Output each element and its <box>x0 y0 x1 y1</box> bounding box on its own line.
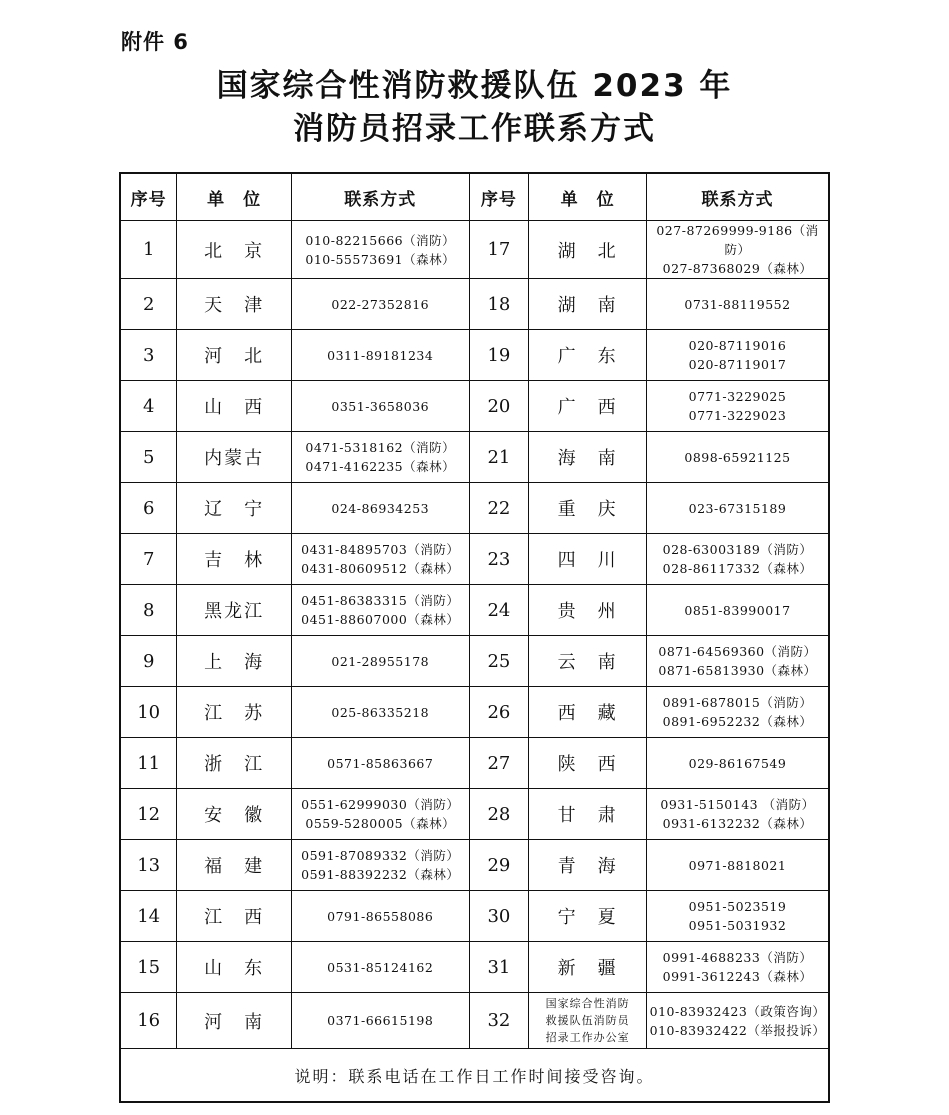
contact-cell <box>646 789 829 840</box>
phone-number: 020-87119017 <box>688 357 787 372</box>
unit-line: 救援队伍消防员 <box>545 1014 630 1027</box>
phone-number: 0731-88119552 <box>684 296 791 312</box>
unit-cell: 山 西 <box>177 381 292 432</box>
phone-number: 0871-65813930（森林） <box>658 663 817 678</box>
contact-cell <box>292 891 470 942</box>
contact-cell <box>646 432 829 483</box>
seq-cell: 25 <box>469 636 529 687</box>
table-row <box>120 279 829 330</box>
seq-cell: 30 <box>469 891 529 942</box>
unit-cell: 重 庆 <box>529 483 647 534</box>
table-row <box>120 687 829 738</box>
contact-cell <box>292 381 470 432</box>
phone-number: 0991-3612243（森林） <box>662 969 813 984</box>
seq-cell: 7 <box>120 534 177 585</box>
contact-cell <box>292 636 470 687</box>
header-unit-right: 单 位 <box>529 173 647 221</box>
phone-number: 0931-5150143 （消防） <box>660 797 815 812</box>
phone-number: 0591-87089332（消防） <box>301 848 460 863</box>
unit-cell: 河 北 <box>177 330 292 381</box>
contact-cell <box>292 993 470 1049</box>
phone-number: 0551-62999030（消防） <box>301 797 460 812</box>
unit-cell: 湖 北 <box>529 221 647 279</box>
phone-number: 0471-4162235（森林） <box>305 459 456 474</box>
header-unit-left: 单 位 <box>177 173 292 221</box>
phone-number: 0591-88392232（森林） <box>301 867 460 882</box>
phone-number: 0991-4688233（消防） <box>662 950 813 965</box>
unit-cell: 西 藏 <box>529 687 647 738</box>
unit-cell: 山 东 <box>177 942 292 993</box>
header-contact-left: 联系方式 <box>292 173 470 221</box>
table-row <box>120 483 829 534</box>
contact-cell <box>292 585 470 636</box>
contact-cell <box>646 636 829 687</box>
phone-number: 022-27352816 <box>331 296 430 312</box>
seq-cell: 32 <box>469 993 529 1049</box>
contact-cell <box>646 221 829 279</box>
contact-cell <box>646 330 829 381</box>
contact-cell <box>292 483 470 534</box>
phone-number: 0951-5031932 <box>688 918 787 933</box>
contact-cell <box>646 534 829 585</box>
phone-number: 028-63003189（消防） <box>662 542 813 557</box>
note-row <box>120 1049 829 1103</box>
phone-number: 0931-6132232（森林） <box>662 816 813 831</box>
phone-number: 0871-64569360（消防） <box>658 644 817 659</box>
phone-number: 010-83932423（政策咨询） <box>649 1003 826 1019</box>
contact-cell <box>646 687 829 738</box>
phone-number: 0571-85863667 <box>327 755 434 771</box>
seq-cell: 22 <box>469 483 529 534</box>
contacts-table <box>119 172 830 1103</box>
unit-cell: 云 南 <box>529 636 647 687</box>
contact-cell <box>292 279 470 330</box>
phone-number: 0891-6878015（消防） <box>662 695 813 710</box>
contact-cell <box>646 738 829 789</box>
unit-cell: 宁 夏 <box>529 891 647 942</box>
seq-cell: 18 <box>469 279 529 330</box>
unit-cell: 陕 西 <box>529 738 647 789</box>
seq-cell: 3 <box>120 330 177 381</box>
phone-number: 010-83932422（举报投诉） <box>649 1022 826 1038</box>
table-header-row <box>120 173 829 221</box>
contact-cell <box>292 330 470 381</box>
seq-cell: 28 <box>469 789 529 840</box>
seq-cell: 4 <box>120 381 177 432</box>
page-title-line-2: 消防员招录工作联系方式 <box>293 111 656 147</box>
phone-number: 010-82215666（消防） <box>305 232 456 248</box>
phone-number: 021-28955178 <box>331 653 430 669</box>
phone-number: 023-67315189 <box>688 500 787 516</box>
phone-number: 010-55573691（森林） <box>305 251 456 267</box>
seq-cell: 11 <box>120 738 177 789</box>
unit-cell: 辽 宁 <box>177 483 292 534</box>
phone-number: 027-87368029（森林） <box>662 261 813 276</box>
contact-cell <box>292 840 470 891</box>
unit-cell: 湖 南 <box>529 279 647 330</box>
seq-cell: 16 <box>120 993 177 1049</box>
unit-cell: 四 川 <box>529 534 647 585</box>
phone-number: 0851-83990017 <box>684 602 791 618</box>
table-row <box>120 738 829 789</box>
contact-cell <box>646 279 829 330</box>
contact-cell <box>292 942 470 993</box>
phone-number: 0311-89181234 <box>327 347 434 363</box>
table-row <box>120 221 829 279</box>
contact-cell <box>646 840 829 891</box>
table-row <box>120 381 829 432</box>
contact-cell <box>292 738 470 789</box>
unit-cell: 新 疆 <box>529 942 647 993</box>
contact-cell <box>646 381 829 432</box>
phone-number: 0771-3229025 <box>688 389 787 404</box>
phone-number: 0351-3658036 <box>331 398 430 414</box>
header-contact-right: 联系方式 <box>646 173 829 221</box>
seq-cell: 15 <box>120 942 177 993</box>
contact-cell <box>646 483 829 534</box>
seq-cell: 2 <box>120 279 177 330</box>
unit-cell: 内蒙古 <box>177 432 292 483</box>
phone-number: 0771-3229023 <box>688 408 787 423</box>
phone-number: 0431-80609512（森林） <box>301 561 460 576</box>
table-row <box>120 942 829 993</box>
seq-cell: 12 <box>120 789 177 840</box>
table-row <box>120 993 829 1049</box>
note-text: 说明：联系电话在工作日工作时间接受咨询。 <box>120 1049 829 1103</box>
table-row <box>120 891 829 942</box>
contact-cell <box>292 221 470 279</box>
table-row <box>120 330 829 381</box>
seq-cell: 1 <box>120 221 177 279</box>
seq-cell: 5 <box>120 432 177 483</box>
phone-number: 024-86934253 <box>331 500 430 516</box>
header-seq-right: 序号 <box>469 173 529 221</box>
phone-number: 027-87269999-9186（消防） <box>656 223 819 257</box>
unit-cell: 海 南 <box>529 432 647 483</box>
seq-cell: 27 <box>469 738 529 789</box>
seq-cell: 8 <box>120 585 177 636</box>
header-seq-left: 序号 <box>120 173 177 221</box>
seq-cell: 29 <box>469 840 529 891</box>
unit-line: 招录工作办公室 <box>545 1031 630 1044</box>
seq-cell: 31 <box>469 942 529 993</box>
seq-cell: 23 <box>469 534 529 585</box>
table-body <box>120 221 829 1049</box>
phone-number: 0431-84895703（消防） <box>301 542 460 557</box>
unit-cell: 黑龙江 <box>177 585 292 636</box>
unit-cell: 江 苏 <box>177 687 292 738</box>
seq-cell: 17 <box>469 221 529 279</box>
phone-number: 025-86335218 <box>331 704 430 720</box>
unit-cell: 广 西 <box>529 381 647 432</box>
phone-number: 0891-6952232（森林） <box>662 714 813 729</box>
phone-number: 029-86167549 <box>688 755 787 771</box>
phone-number: 0371-66615198 <box>327 1013 434 1028</box>
table-row <box>120 432 829 483</box>
unit-cell: 广 东 <box>529 330 647 381</box>
unit-cell: 青 海 <box>529 840 647 891</box>
phone-number: 0791-86558086 <box>327 908 434 924</box>
phone-number: 0559-5280005（森林） <box>305 816 456 831</box>
attachment-label: 附件 6 <box>121 30 189 54</box>
unit-cell: 贵 州 <box>529 585 647 636</box>
phone-number: 0531-85124162 <box>327 959 434 975</box>
page-title-line-1: 国家综合性消防救援队伍 2023 年 <box>216 68 733 104</box>
unit-cell: 安 徽 <box>177 789 292 840</box>
unit-cell: 甘 肃 <box>529 789 647 840</box>
contact-cell <box>646 993 829 1049</box>
seq-cell: 21 <box>469 432 529 483</box>
seq-cell: 9 <box>120 636 177 687</box>
seq-cell: 24 <box>469 585 529 636</box>
unit-cell: 吉 林 <box>177 534 292 585</box>
table-row <box>120 534 829 585</box>
unit-cell: 天 津 <box>177 279 292 330</box>
contact-cell <box>646 942 829 993</box>
seq-cell: 6 <box>120 483 177 534</box>
phone-number: 0451-86383315（消防） <box>301 593 460 608</box>
phone-number: 028-86117332（森林） <box>662 561 813 576</box>
unit-cell: 浙 江 <box>177 738 292 789</box>
table-row <box>120 585 829 636</box>
contact-cell <box>646 891 829 942</box>
seq-cell: 14 <box>120 891 177 942</box>
contact-cell <box>292 789 470 840</box>
unit-line: 国家综合性消防 <box>545 997 630 1010</box>
phone-number: 0898-65921125 <box>684 449 791 465</box>
contact-cell <box>292 534 470 585</box>
seq-cell: 26 <box>469 687 529 738</box>
contact-cell <box>646 585 829 636</box>
contact-cell <box>292 432 470 483</box>
seq-cell: 10 <box>120 687 177 738</box>
phone-number: 0971-8818021 <box>688 857 787 873</box>
phone-number: 0951-5023519 <box>688 899 787 914</box>
unit-cell <box>529 993 647 1049</box>
seq-cell: 13 <box>120 840 177 891</box>
seq-cell: 20 <box>469 381 529 432</box>
unit-cell: 江 西 <box>177 891 292 942</box>
table-row <box>120 789 829 840</box>
unit-cell: 上 海 <box>177 636 292 687</box>
unit-cell: 河 南 <box>177 993 292 1049</box>
contact-cell <box>292 687 470 738</box>
table-row <box>120 840 829 891</box>
phone-number: 0451-88607000（森林） <box>301 612 460 627</box>
unit-cell: 福 建 <box>177 840 292 891</box>
seq-cell: 19 <box>469 330 529 381</box>
phone-number: 020-87119016 <box>688 338 787 353</box>
phone-number: 0471-5318162（消防） <box>305 440 456 455</box>
unit-cell: 北 京 <box>177 221 292 279</box>
table-row <box>120 636 829 687</box>
